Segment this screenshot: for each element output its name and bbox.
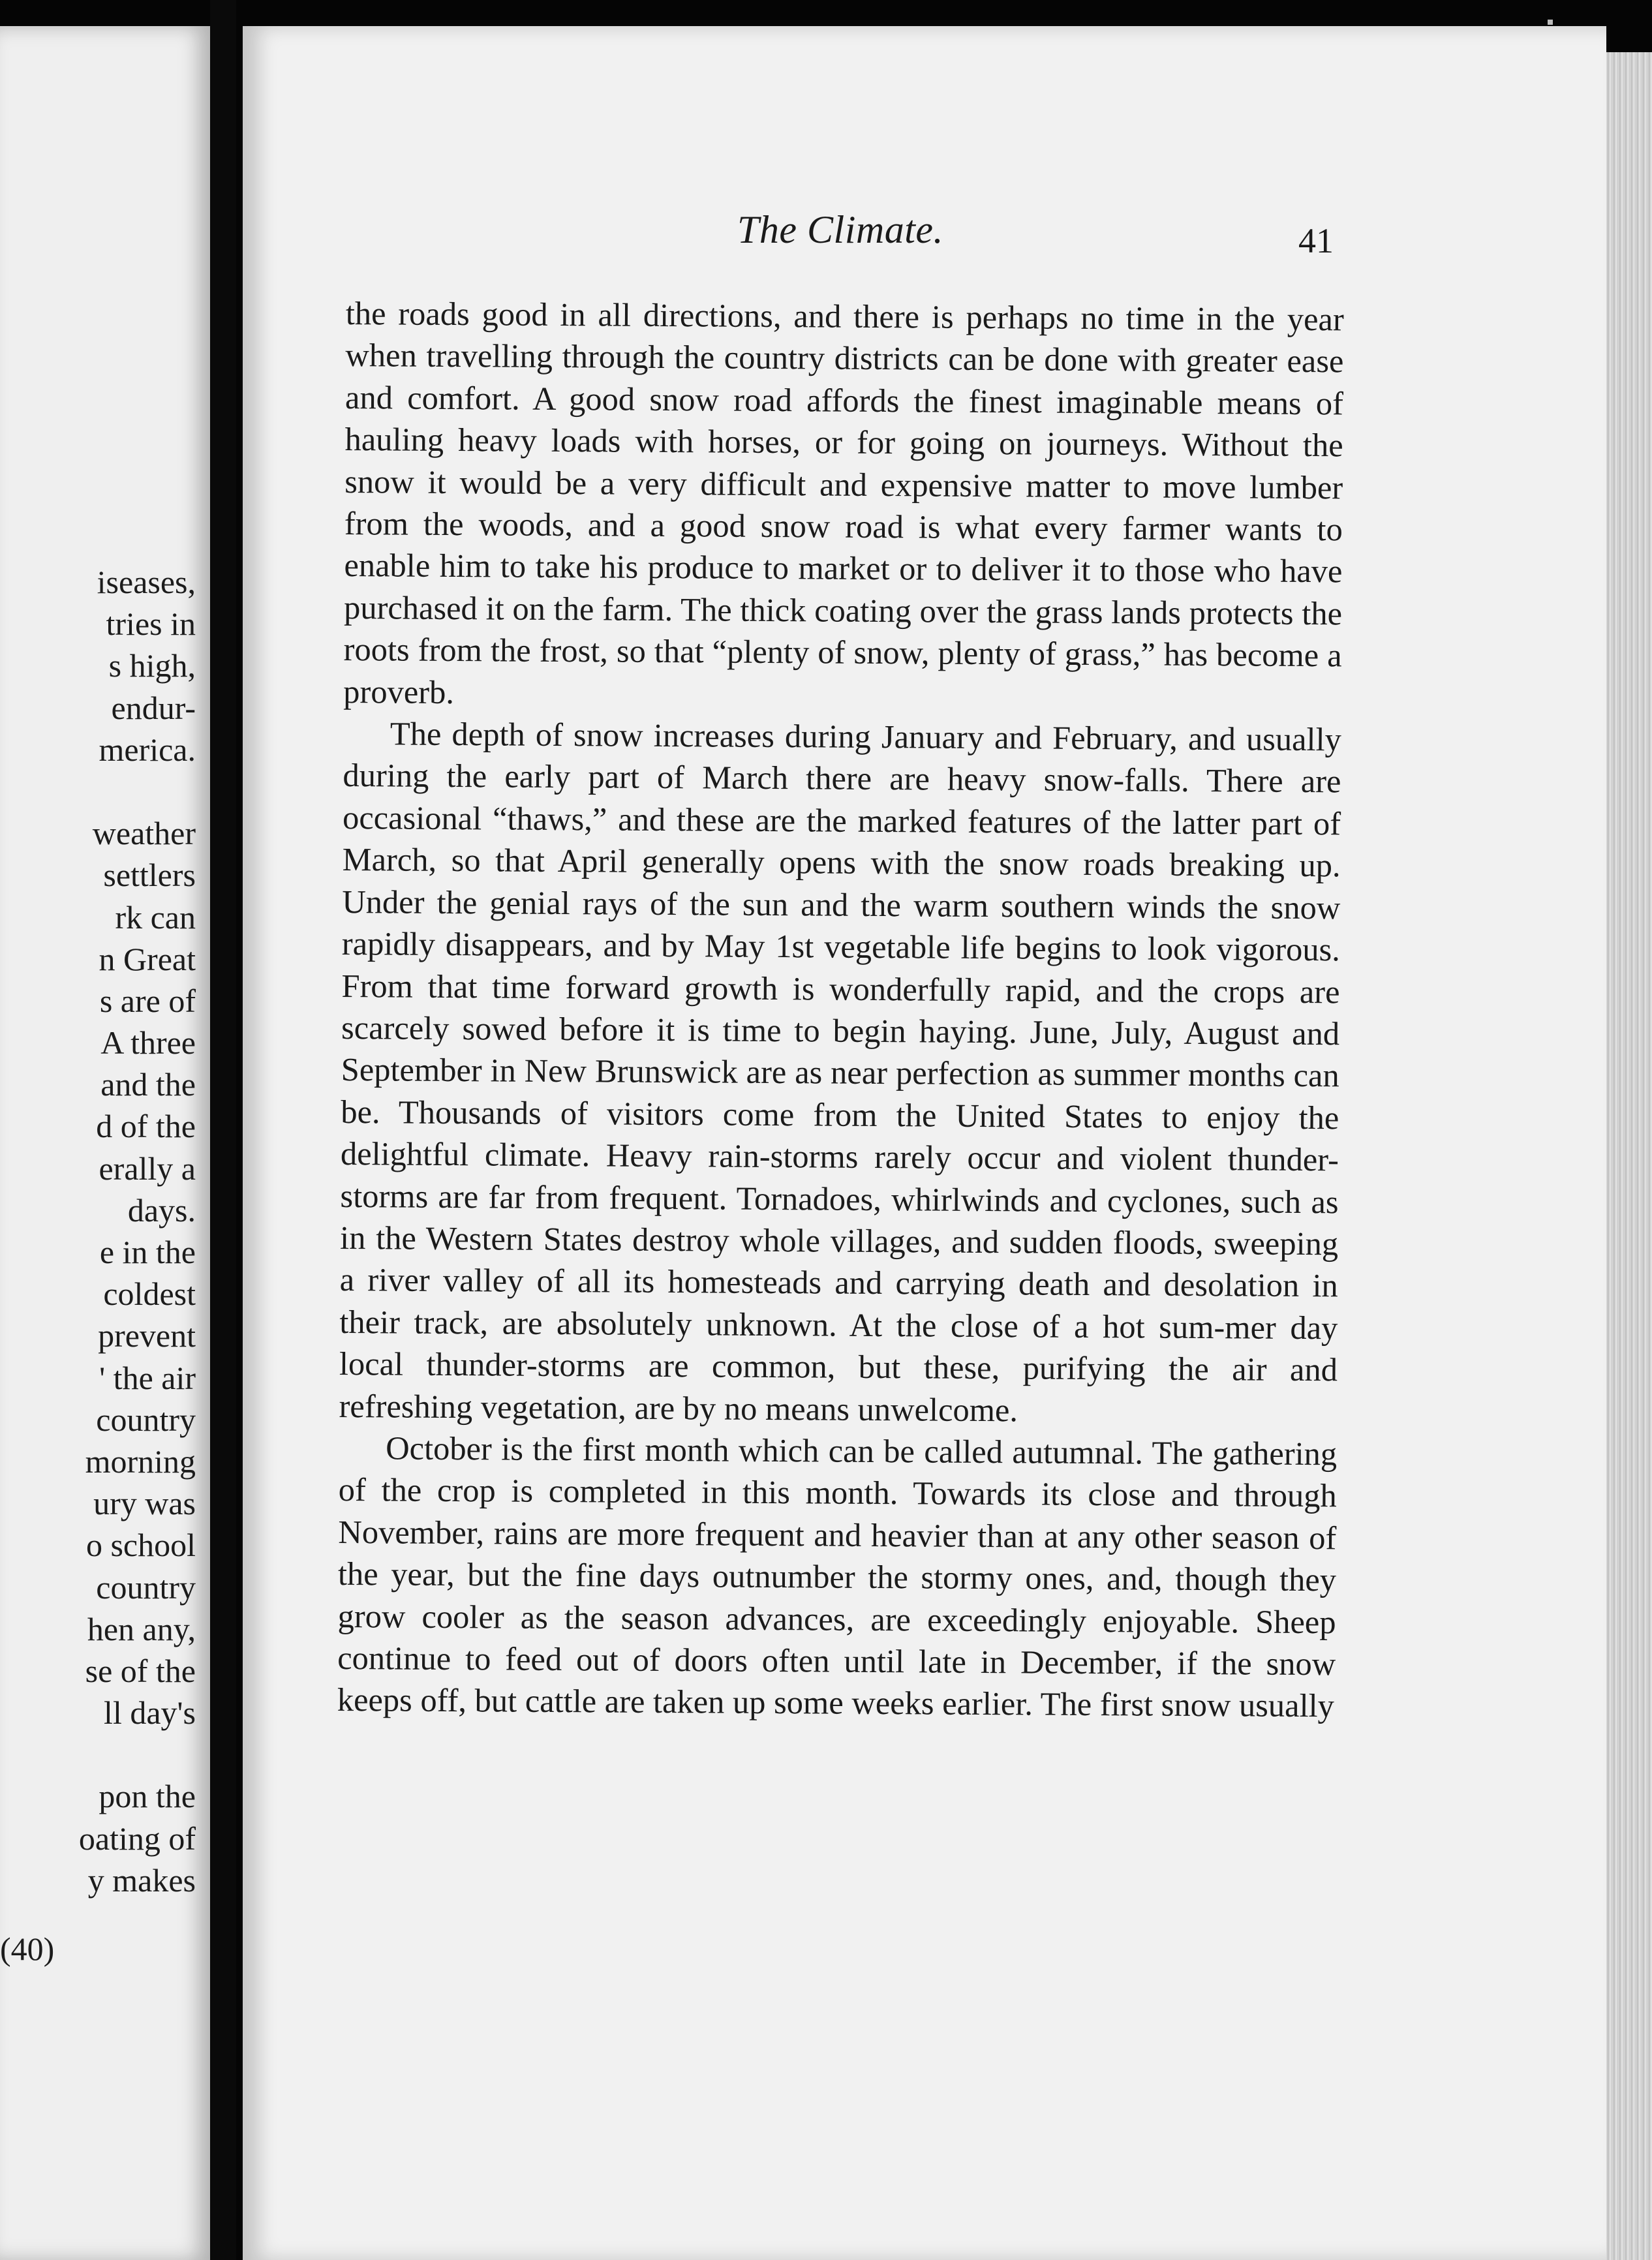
left-line: and the bbox=[100, 1066, 196, 1103]
left-line: oating of bbox=[78, 1820, 196, 1857]
left-line: e in the bbox=[99, 1234, 196, 1270]
left-line: days. bbox=[127, 1191, 196, 1229]
scan-speck bbox=[1548, 20, 1553, 25]
page-edges bbox=[1606, 52, 1652, 2260]
left-line: A three bbox=[100, 1024, 196, 1061]
left-line: o school bbox=[85, 1527, 196, 1564]
left-line: ll day's bbox=[104, 1694, 196, 1732]
left-line: settlers bbox=[103, 857, 196, 894]
left-line-gap bbox=[0, 1733, 196, 1775]
left-facing-page bbox=[0, 26, 210, 2260]
left-line: n Great bbox=[99, 940, 196, 977]
left-line: weather bbox=[92, 815, 196, 852]
left-line: erally a bbox=[99, 1150, 196, 1187]
left-line: s high, bbox=[108, 647, 196, 684]
left-line: rk can bbox=[115, 898, 196, 936]
paragraph: October is the first month which can be called autumnal. The gathering of the crop is completed in this month. Towards its close and through November, rains are more frequent and heavier than at any other season of the year, but the fine days outnumber the stormy ones, and, though they grow cooler as the season advances, are exceedingly enjoyable. Sheep continue to feed out of doors often until late in December, if the snow keeps off, but cattle are taken up some weeks earlier. The first snow usually bbox=[337, 1429, 1338, 1724]
left-line: s are of bbox=[99, 982, 196, 1019]
left-line: d of the bbox=[96, 1108, 196, 1145]
left-line: hen any, bbox=[87, 1610, 196, 1647]
left-line: country bbox=[96, 1568, 196, 1606]
left-line: tries in bbox=[106, 605, 196, 643]
left-line-gap bbox=[0, 771, 196, 812]
left-page-number: (40) bbox=[0, 1931, 55, 1967]
left-line: se of the bbox=[85, 1652, 196, 1689]
left-line: morning bbox=[85, 1443, 196, 1480]
left-page-text bbox=[0, 561, 196, 1901]
left-line: y makes bbox=[87, 1861, 196, 1899]
left-line: coldest bbox=[103, 1275, 196, 1313]
left-line: endur- bbox=[111, 689, 196, 726]
page-number: 41 bbox=[1298, 221, 1334, 260]
left-line: country bbox=[96, 1401, 196, 1438]
paragraph: the roads good in all directions, and there is perhaps no time in the year when travelling through the country districts can be done with greater ease and comfort. A good snow road affords the finest imaginable means of hauling heavy loads with horses, or for going on journeys. Without the snow it would be a very difficult and expensive matter to move lumber from the woods, and a good snow road is what every farmer wants to enable him to take his produce to market or to deliver it to those who have purchased it on the farm. The thick coating over the grass lands protects the roots from the frost, so that “plenty of snow, plenty of grass,” has become a proverb. bbox=[343, 294, 1344, 710]
left-line: prevent bbox=[98, 1317, 196, 1354]
left-line: iseases, bbox=[97, 564, 196, 600]
running-head: The Climate. bbox=[737, 208, 943, 251]
body-text bbox=[337, 292, 1344, 1727]
left-line: ' the air bbox=[99, 1359, 196, 1396]
left-line: ury was bbox=[93, 1485, 196, 1522]
left-line: pon the bbox=[99, 1778, 196, 1815]
book-gutter bbox=[210, 0, 236, 2260]
paragraph: The depth of snow increases during January and February, and usually during the early part of March there are heavy snow-falls. There are occasional “thaws,” and these are the marked features of the latter part of March, so that April generally opens with the snow roads breaking up. Under the genial rays of the sun and the warm southern winds the snow rapidly disappears, and by May 1st vegetable life begins to look vigorous. From that time forward growth is wonderfully rapid, and the crops are scarcely sowed before it is time to begin haying. June, July, August and September in New Brunswick are as near perfection as summer months can be. Thousands of visitors come from the United States to enjoy the delightful climate. Heavy rain-storms rarely occur and violent thunder-storms are far from frequent. Tornadoes, whirlwinds and cyclones, such as in the Western States destroy whole villages, and sudden floods, sweeping a river valley of all its homesteads and carrying death and desolation in their track, are absolutely unknown. At the close of a hot sum-mer day local thunder-storms are common, but these, purifying the air and refreshing vegetation, are by no means unwelcome. bbox=[339, 715, 1342, 1428]
left-line: merica. bbox=[99, 731, 196, 768]
